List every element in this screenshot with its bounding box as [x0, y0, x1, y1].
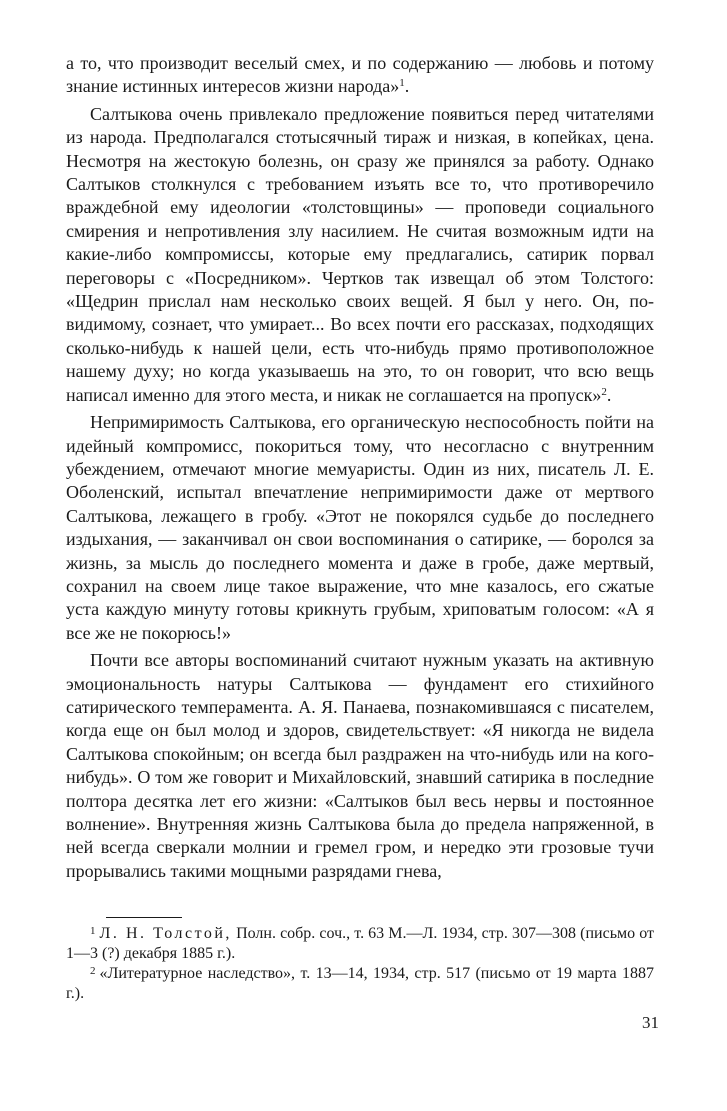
- footnote-2-text: «Литературное наследство», т. 13—14, 1934, стр. 517 (письмо от 19 марта 1887 г.).: [66, 965, 654, 1002]
- paragraph-3: Непримиримость Салтыкова, его органическую неспособность пойти на идейный компромисс, покориться тому, что несогласно с внутренним убеждением, отмечают многие мемуаристы. Один из них, писатель Л. Е. Оболенский, испытал впечатление непримиримости даже от мертвого Салтыкова, лежащего в гробу. «Этот не покорялся судьбе до последнего издыхания, — заканчивал он свои воспоминания о сатирике, — боролся за жизнь, за мысль до последнего момента и даже в гробе, даже мертвый, сохранил на своем лице такое выражение, что мне казалось, его сжатые уста каждую минуту готовы крикнуть грубым, хриповатым голосом: «А я все же не покорюсь!»: [66, 412, 654, 643]
- footnote-divider: [106, 917, 182, 918]
- footnote-mark-2: 2: [90, 965, 96, 977]
- paragraph-2: Салтыкова очень привлекало предложение появиться перед читателями из народа. Предполагался стотысячный тираж и низкая, в копейках, цена. Несмотря на жестокую болезнь, он сразу же принялся за работу. Однако Салтыков столкнулся с требованием изъять все то, что противоречило враждебной ему идеологии «толстовщины» — проповеди социального смирения и непротивления злу насилием. Не считая возможным идти на какие-либо компромиссы, которые ему предлагались, сатирик порвал переговоры с «Посредником». Чертков так извещал об этом Толстого: «Щедрин прислал нам несколько своих вещей. Я был у него. Он, по-видимому, сознает, что умирает... Во всех почти его рассказах, подходящих сколько-нибудь к нашей цели, есть что-нибудь прямо противоположное нашему духу; но когда указываешь на это, то он говорит, что всю вещь написал именно для этого места, и никак не соглашается на пропуск»$^2$.: [66, 103, 654, 405]
- main-text: [66, 52, 654, 883]
- footnote-mark-1: 1: [90, 925, 96, 937]
- footnote-ref-2: 2: [601, 385, 607, 398]
- footnote-ref-1: 1: [399, 77, 405, 90]
- footnotes: [66, 924, 654, 1004]
- footnote-2: [66, 964, 654, 1004]
- paragraph-4: Почти все авторы воспоминаний считают нужным указать на активную эмоциональность натуры Салтыкова — фундамент его стихийного сатирического темперамента. А. Я. Панаева, познакомившаяся с писателем, когда еще он был молод и здоров, свидетельствует: «Я никогда не видела Салтыкова спокойным; он всегда был раздражен на что-нибудь или на кого-нибудь». О том же говорит и Михайловский, знавший сатирика в последние полтора десятка лет его жизни: «Салтыков был весь нервы и постоянное волнение». Внутренняя жизнь Салтыкова была до предела напряженной, в ней всегда сверкали молнии и гремел гром, и нередко эти грозовые тучи прорывались такими мощными разрядами гнева,: [66, 650, 654, 881]
- footnote-author: Л. Н. Толстой,: [99, 925, 232, 942]
- footnote-1: [66, 924, 654, 964]
- paragraph-1: а то, что производит веселый смех, и по содержанию — любовь и потому знание истинных интересов жизни народа»$^1$.: [66, 53, 654, 97]
- footnote-1-text: Полн. собр. соч., т. 63 М.—Л. 1934, стр. 307—308 (письмо от 1—3 (?) декабря 1885 г.).: [66, 925, 655, 962]
- page-number: 31: [642, 1013, 659, 1032]
